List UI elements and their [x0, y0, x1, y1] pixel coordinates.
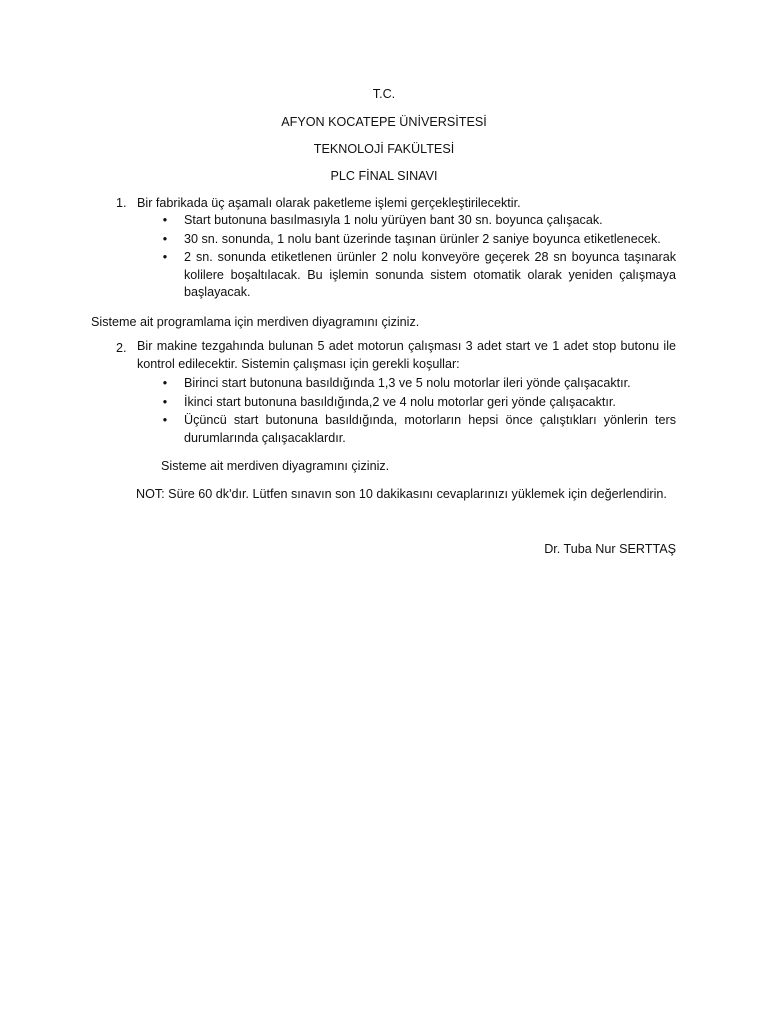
- question-2-bullet-2: [162, 394, 676, 412]
- question-1: [116, 195, 521, 211]
- question-1-bullet-3: [162, 249, 676, 302]
- bullet-text: Üçüncü start butonuna basıldığında, motorların hepsi önce çalıştıkları yönlerin ters durumlarında çalışacaklardır.: [184, 413, 676, 445]
- question-2-text: Bir makine tezgahında bulunan 5 adet motorun çalışması 3 adet start ve 1 adet stop butonu ile kontrol edilecektir. Sistemin çalışması için gerekli koşullar:: [137, 339, 676, 371]
- bullet-icon: •: [162, 213, 168, 227]
- header-faculty: TEKNOLOJİ FAKÜLTESİ: [313, 142, 455, 156]
- question-2-bullet-1: [162, 375, 676, 393]
- bullet-text: İkinci start butonuna basıldığında,2 ve 4 nolu motorlar geri yönde çalışacaktır.: [184, 395, 616, 409]
- question-1-instruction: Sisteme ait programlama için merdiven diyagramını çiziniz.: [91, 315, 420, 329]
- header-university: AFYON KOCATEPE ÜNİVERSİTESİ: [281, 115, 487, 129]
- header-exam-title: PLC FİNAL SINAVI: [330, 169, 438, 183]
- question-1-number: 1.: [116, 196, 127, 210]
- bullet-text: 2 sn. sonunda etiketlenen ürünler 2 nolu konveyöre geçerek 28 sn boyunca taşınarak kolilere boşaltılacak. Bu işlemin sonunda sistem otomatik olarak yeniden çalışmaya başlayacak.: [184, 250, 676, 299]
- question-1-bullet-1: [162, 212, 676, 230]
- bullet-icon: •: [162, 395, 168, 409]
- bullet-text: 30 sn. sonunda, 1 nolu bant üzerinde taşınan ürünler 2 saniye boyunca etiketlenecek.: [184, 232, 661, 246]
- bullet-text: Start butonuna basılmasıyla 1 nolu yürüyen bant 30 sn. boyunca çalışacak.: [184, 213, 603, 227]
- question-2-instruction: Sisteme ait merdiven diyagramını çiziniz.: [161, 459, 390, 473]
- bullet-text: Birinci start butonuna basıldığında 1,3 ve 5 nolu motorlar ileri yönde çalışacaktır.: [184, 376, 631, 390]
- question-1-text: Bir fabrikada üç aşamalı olarak paketleme işlemi gerçekleştirilecektir.: [137, 196, 521, 210]
- header-tc: T.C.: [372, 87, 396, 101]
- bullet-icon: •: [162, 250, 168, 264]
- question-2-bullet-3: [162, 412, 676, 447]
- instructor-signature: Dr. Tuba Nur SERTTAŞ: [544, 542, 676, 556]
- question-1-bullet-2: [162, 231, 676, 249]
- bullet-icon: •: [162, 413, 168, 427]
- bullet-icon: •: [162, 376, 168, 390]
- exam-note: NOT: Süre 60 dk'dır. Lütfen sınavın son 10 dakikasını cevaplarınızı yüklemek için değerlendirin.: [136, 487, 667, 501]
- question-2-number: 2.: [116, 341, 127, 355]
- question-2-number-line: [116, 340, 137, 356]
- bullet-icon: •: [162, 232, 168, 246]
